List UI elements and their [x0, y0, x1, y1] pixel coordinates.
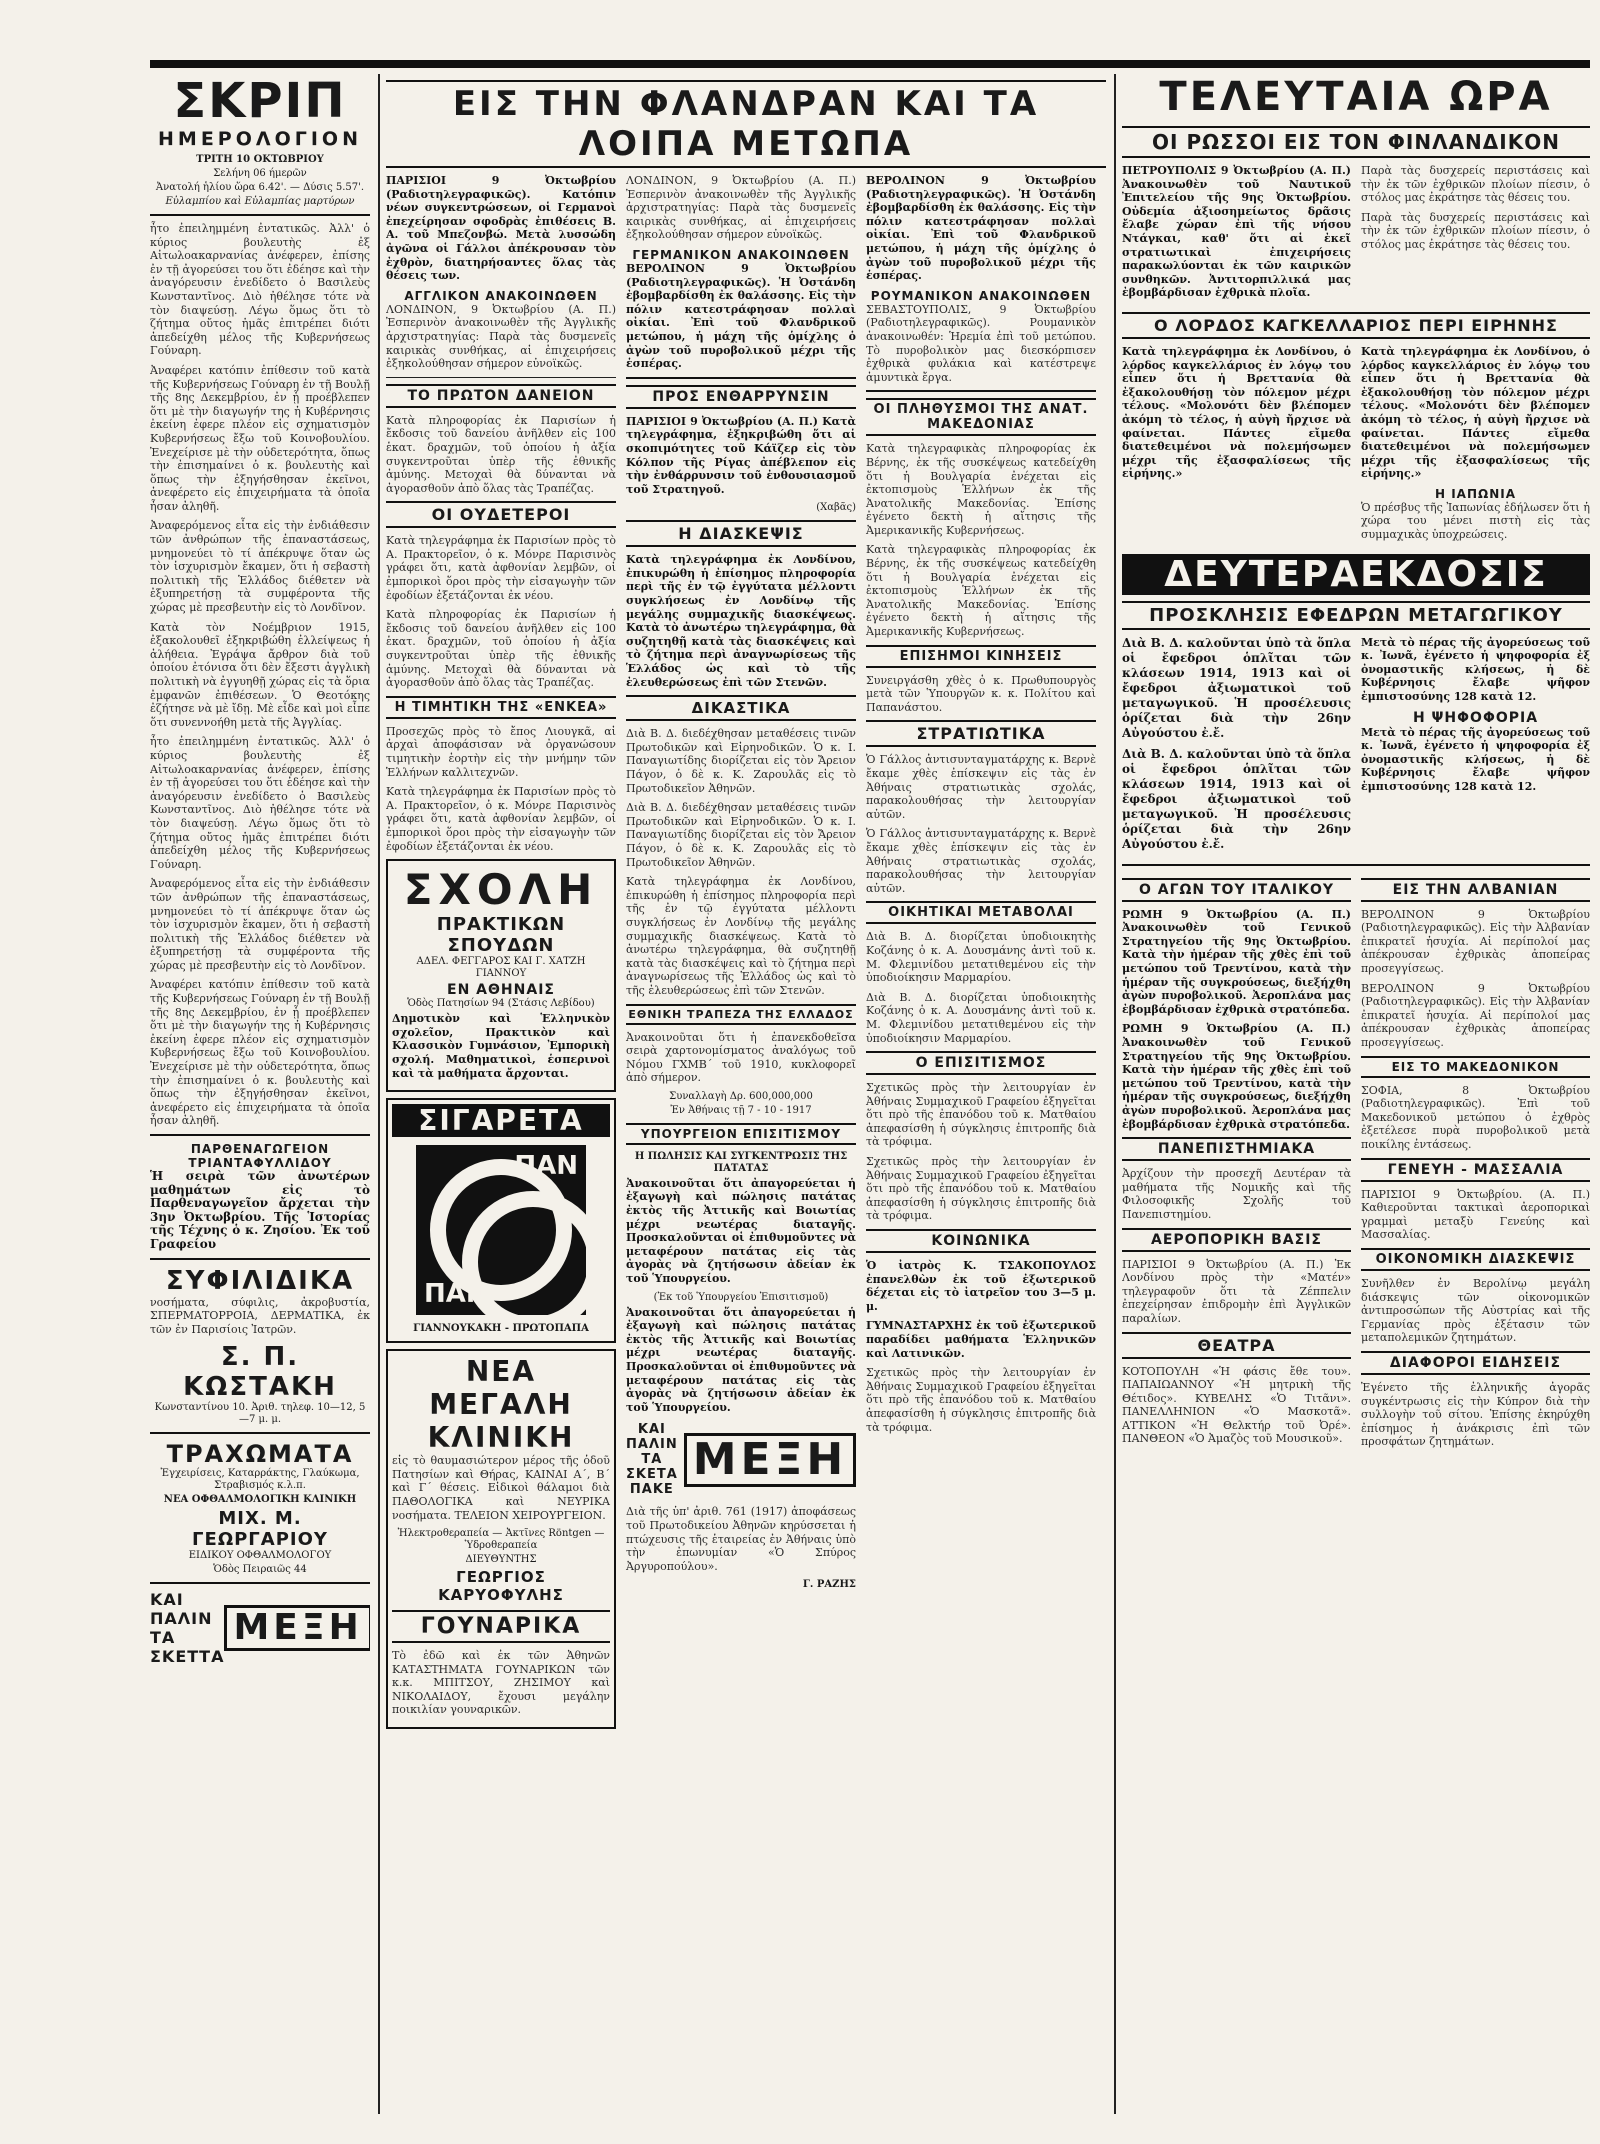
article-paragraph: Διὰ Β. Δ. διορίζεται ὑποδιοικητὴς Κοζάνης ὁ κ. Α. Δουσμάνης ἀντὶ τοῦ κ. Μ. Φλεμινίδου μετατιθεμένου εἰς τὴν ὑποδιοίκησιν Μαρμαρίου.: [866, 990, 1096, 1045]
right-grid: [1122, 872, 1590, 1455]
ad-director-label: ΔΙΕΥΘΥΝΤΗΣ: [465, 1554, 537, 1566]
ad-title: ΣΧΟΛΗ: [403, 865, 599, 915]
article-paragraph: Παρὰ τὰς δυσχερείς περιστάσεις καὶ τὴν ἐκ τῶν ἐχθρικῶν πλοίων πίεσιν, ὁ στόλος μας ἐκράτησε τὰς θέσεις του.: [1361, 164, 1590, 205]
right-grid: [1122, 164, 1590, 306]
article-paragraph: ΡΩΜΗ 9 Ὀκτωβρίου (Α. Π.) Ἀνακοινωθὲν τοῦ Γενικοῦ Στρατηγείου τῆς 9ης Ὀκτωβρίου. Κατὰ τὴν ἡμέραν τῆς χθὲς ἐπὶ τοῦ μετώπου τοῦ Τρεντίνου, κατὰ τὴν ἡμέραν τῆς συγκρούσεως, διεξήχθη ἀγὼν πυροβολικοῦ. Ἀεροπλάνα μας ἐβομβάρδισαν ἐχθρικὰ στρατόπεδα.: [1122, 907, 1351, 1016]
article-paragraph: Διὰ Β. Δ. διορίζεται ὑποδιοικητὴς Κοζάνης ὁ κ. Α. Δουσμάνης ἀντὶ τοῦ κ. Μ. Φλεμινίδου μετατιθεμένου εἰς τὴν ὑποδιοίκησιν Μαρμαρίου.: [866, 930, 1096, 985]
section-heading: ΕΠΙΣΗΜΟΙ ΚΙΝΗΣΕΙΣ: [866, 645, 1096, 668]
ad-doctor: ΜΙΧ. Μ. ΓΕΩΡΓΑΡΙΟΥ: [192, 1508, 328, 1551]
article-paragraph: Μετὰ τὸ πέρας τῆς ἀγορεύσεως τοῦ κ. Ἰωνᾶ, ἐγένετο ἡ ψηφοφορία ἐξ ὀνομαστικῆς κλήσεως, ἡ δὲ Κυβέρνησις ἔλαβε ψῆφον ἐμπιστοσύνης 128 κατὰ 12.: [1361, 725, 1590, 793]
ad-name: Σ. Π. ΚΩΣΤΑΚΗ: [183, 1342, 337, 1403]
article-paragraph: Κατὰ τηλεγράφημα ἐκ Λονδίνου, ὁ λόρδος καγκελλάριος ἐν λόγῳ του εἶπεν ὅτι ἡ Βρεττανία θὰ ἐξακολουθήσῃ τὸν πόλεμον μέχρι τέλους. «Μολονότι δὲν βλέπομεν ἀκόμη τὸ τέλος, ἡ αὐγὴ ἤρχισε νὰ φαίνεται. Πάντες εἴμεθα διατεθειμένοι νὰ πολεμήσωμεν μέχρι τῆς ἐξασφαλίσεως τῆς εἰρήνης.»: [1361, 344, 1590, 481]
article-paragraph: ΚΟΤΟΠΟΥΛΗ «Ἡ φάσις ἔθε του». ΠΑΠΑΙΩΑΝΝΟΥ «Ἡ μητρικὴ τῆς Θέτιδος». ΚΥΒΕΛΗΣ «Ὁ Τιτᾶνι». ΠΑΝΕΛΛΗΝΙΟΝ «Ὁ Μασκοτᾶ». ΑΤΤΙΚΟΝ «Ἡ Θελκτήρ τοῦ Ὀρέ». ΠΑΝΘΕΟΝ «Ὁ Ἀμαζὸς τοῦ Μουσικοῦ».: [1122, 1364, 1351, 1446]
subcolumn: [1361, 636, 1590, 858]
article-paragraph: ΒΕΡΟΛΙΝΟΝ 9 Ὀκτωβρίου (Ραδιοτηλεγραφικῶς). Ἡ Ὀστάνδη ἐβομβαρδίσθη ἐκ θαλάσσης. Εἰς τὴν πόλιν κατεστράφησαν πολλαὶ οἰκίαι. Ἐπὶ τοῦ Φλανδρικοῦ μετώπου, ἡ μάχη τῆς ὁμίχλης ὁ ἀγὼν τοῦ πυροβολικοῦ μέχρι τῆς ἑσπέρας.: [626, 261, 856, 371]
article-paragraph: Σχετικῶς πρὸς τὴν λειτουργίαν ἐν Ἀθήναις Συμμαχικοῦ Γραφείου ἐξηγεῖται ὅτι πρὸ τῆς ἐπανόδου τοῦ κ. Ματθαίου ἀπεφασίσθη ἡ σύγκλησις ἐπιτροπῆς διὰ τὰ τρόφιμα.: [866, 1081, 1096, 1149]
article-paragraph: ΛΟΝΔΙΝΟΝ, 9 Ὀκτωβρίου (Α. Π.) Ἐσπερινὸν ἀνακοινωθὲν τῆς Ἀγγλικῆς ἀρχιστρατηγίας: Παρὰ τὰς δυσμενεῖς καιρικὰς συνθήκας, αἱ ἐπιχειρήσεις ἐξηκολούθησαν σήμερον εὐνοϊκῶς.: [626, 174, 856, 242]
article-lead: ΠΑΡΙΣΙΟΙ 9 Ὀκτωβρίου (Ραδιοτηλεγραφικῶς). Κατόπιν νέων συγκεντρώσεων, οἱ Γερμανοὶ ἐπεχείρησαν σφοδρὰς ἐπιθέσεις Β. Α. τοῦ Μπεζονβώ. Μετὰ λυσσώδη ἀγῶνα οἱ Γάλλοι ἀπέκρουσαν τὸν ἐχθρὸν, διατηρήσαντες ὅλας τὰς θέσεις των.: [386, 174, 616, 283]
column-separator: [1114, 74, 1116, 2114]
almanac-line: Ἀνατολή ἡλίου ὥρα 6.42'. — Δύσις 5.57'.: [155, 182, 365, 193]
second-edition-banner: ΔΕΥΤΕΡΑΕΚΔΟΣΙΣ: [1122, 554, 1590, 595]
section-heading: ΣΤΡΑΤΙΩΤΙΚΑ: [866, 720, 1096, 747]
ad-title: ΤΡΑΧΩΜΑΤΑ: [166, 1440, 354, 1469]
article-paragraph: Κατὰ τηλεγράφημα ἐκ Λονδίνου, ἐπικυρώθη ἡ ἐπίσημος πληροφορία περὶ τῆς ἐν τῷ ἐγγύτατα μέλλοντι συγκλήσεως ἐν Λονδίνῳ τῆς μεγάλης συμμαχικῆς διασκέψεως. Κατὰ τὸ ἀνωτέρω τηλεγράφημα, θὰ συζητηθῇ κατὰ τὰς διασκέψεις καὶ τὸ ζήτημα περὶ ἀναγνωρίσεως τῆς Ἑλλάδος ὡς καὶ τὸ τῆς ἐλευθερώσεως ἐπὶ τῶν Στενῶν.: [626, 875, 856, 997]
column-right: [1122, 74, 1590, 2114]
ad-school: [386, 859, 616, 1092]
subcolumn: [1361, 164, 1590, 306]
subcolumn: [626, 174, 856, 1735]
ad-maker: ΓΙΑΝΝΟΥΚΑΚΗ - ΠΡΩΤΟΠΑΠΑ: [413, 1323, 589, 1335]
article-paragraph: Ἀνακοινοῦται ὅτι ἀπαγορεύεται ἡ ἐξαγωγὴ καὶ πώλησις πατάτας ἐκτὸς τῆς Ἀττικῆς καὶ Βοιωτίας μέχρι νεωτέρας διαταγῆς. Προσκαλοῦνται οἱ ἐπιθυμοῦντες νὰ μεταφέρουν πατάτας εἰς τὰς ἀγορὰς νὰ ζητήσωσιν ἀδείαν ἐκ τοῦ Ὑπουργείου.: [626, 1305, 856, 1414]
section-heading: Η ΤΙΜΗΤΙΚΗ ΤΗΣ «ΕΝΚΕΑ»: [386, 696, 616, 719]
article-paragraph: Προσεχῶς πρὸς τὸ ἔπος Λιουγκᾶ, αἱ ἀρχαὶ ἀποφάσισαν νὰ ὀργανώσουν τιμητικὴν ἑορτὴν εἰς τὴν μνήμην τῶν Ἑλλήνων καλλιτεχνῶν.: [386, 724, 616, 779]
article-paragraph: Διὰ τῆς ὑπ' ἀριθ. 761 (1917) ἀποφάσεως τοῦ Πρωτοδικείου Ἀθηνῶν κηρύσσεται ἡ πτώχευσις τῆς ἑταιρείας ἐν Ἀθήναις ὑπὸ τὴν ἐπωνυμίαν «Ὁ Σπύρος Ἀργυροπούλου».: [626, 1505, 856, 1573]
article-paragraph: Ἐγένετο τῆς ἐλληνικῆς ἀγορᾶς συγκέντρωσις εἰς τὴν Κύπρον διὰ τὴν συλλογὴν τοῦ σίτου. Ἐπίσης ἐκηρύχθη ἐπίσημος ἡ ἀνάκρισις ἐπὶ τῶν προσφάτων ζητημάτων.: [1361, 1380, 1590, 1449]
ad-text: Ἡ σειρὰ τῶν ἀνωτέρων μαθημάτων εἰς τὸ Παρθεναγωγεῖον ἄρχεται τὴν 3ην Ὀκτωβρίου. Τῆς Ἱστορίας τῆς Τέχνης ὁ κ. Ζησίου. Ἐκ τοῦ Γραφείου: [150, 1169, 370, 1251]
section-heading: Ο ΑΓΩΝ ΤΟΥ ΙΤΑΛΙΚΟΥ: [1122, 878, 1351, 902]
ad-address: Ὁδὸς Πατησίων 94 (Στάσις Λεβίδου): [407, 998, 595, 1010]
section-subheading: Η ΠΩΛΗΣΙΣ ΚΑΙ ΣΥΓΚΕΝΤΡΩΣΙΣ ΤΗΣ ΠΑΤΑΤΑΣ: [634, 1150, 848, 1174]
section-heading: ΚΟΙΝΩΝΙΚΑ: [866, 1229, 1096, 1253]
article-paragraph: Διὰ Β. Δ. διεδέχθησαν μεταθέσεις τινῶν Πρωτοδικῶν καὶ Εἰρηνοδικῶν. Ὁ κ. Ι. Παναγιωτίδης διορίζεται εἰς τὸν Ἄρειον Πάγον, ὁ δὲ κ. Κ. Ζαρουλᾶς εἰς τὸ Πρωτοδικεῖον Ἀθηνῶν.: [626, 727, 856, 795]
article-paragraph: ΠΕΤΡΟΥΠΟΛΙΣ 9 Ὀκτωβρίου (Α. Π.) Ἀνακοινωθὲν τοῦ Ναυτικοῦ Ἐπιτελείου τῆς 9ης Ὀκτωβρίου. Οὐδεμία ἀξιοσημείωτος δρᾶσις ἔλαβε χώραν ἐπὶ τῆς νήσου Ντάγκαι, καθ' ὅτι αἱ ἐκεῖ στρατιωτικαὶ ἐπιχειρήσεις παρακωλύονται ἐκ τῶν καιρικῶν συνθηκῶν. Ἀντιτορπιλλικά μας ἐβομβάρδισαν ἐχθρικὰ πλοῖα.: [1122, 164, 1351, 300]
section-heading: ΠΡΟΣ ΕΝΘΑΡΡΥΝΣΙΝ: [626, 385, 856, 409]
top-rule: [150, 60, 1590, 68]
subcolumn: [1122, 345, 1351, 548]
ad-brand: ΜΕΞΗ: [684, 1433, 856, 1487]
article-paragraph: ΒΕΡΟΛΙΝΟΝ 9 Ὀκτωβρίου (Ραδιοτηλεγραφικῶς). Ἡ Ὀστάνδη ἐβομβαρδίσθη ἐκ θαλάσσης. Εἰς τὴν πόλιν κατεστράφησαν πολλαὶ οἰκίαι. Ἐπὶ τοῦ Φλανδρικοῦ μετώπου, ἡ μάχη τῆς ὁμίχλης ὁ ἀγὼν τοῦ πυροβολικοῦ μέχρι τῆς ἑσπέρας.: [866, 174, 1096, 283]
bank-amount: Συναλλαγὴ Δρ. 600,000,000: [669, 1090, 813, 1102]
article-paragraph: ΡΩΜΗ 9 Ὀκτωβρίου (Α. Π.) Ἀνακοινωθὲν τοῦ Γενικοῦ Στρατηγείου τῆς 9ης Ὀκτωβρίου. Κατὰ τὴν ἡμέραν τῆς χθὲς ἐπὶ τοῦ μετώπου τοῦ Τρεντίνου, κατὰ τὴν ἡμέραν τῆς συγκρούσεως, διεξήχθη ἀγὼν πυροβολικοῦ. Ἀεροπλάνα μας ἐβομβάρδισαν ἐχθρικὰ στρατόπεδα.: [1122, 1022, 1351, 1131]
section-heading: ΓΕΝΕΥΗ - ΜΑΣΣΑΛΙΑ: [1361, 1158, 1590, 1182]
article-paragraph: ΒΕΡΟΛΙΝΟΝ 9 Ὀκτωβρίου (Ραδιοτηλεγραφικῶς). Εἰς τὴν Ἀλβανίαν ἐπικρατεῖ ἡσυχία. Αἱ περίπολοί μας ἀπέκρουσαν ἐχθρικὰς ἀποπείρας προσεγγίσεως.: [1361, 907, 1590, 976]
article-paragraph: Ἀναφερόμενος εἶτα εἰς τὴν ἐνδιάθεσιν τῶν ἀνθρώπων τῆς ἐπαναστάσεως, μνημονεύει τὸ τί ἀπέκρυψε ὅταν ὡς τὸν ἰσχυρισμὸν ἔκαμεν, ὅτι ἡ σεβαστὴ πολιτικὴ τῆς Ἑλλάδος διέθετεν νὰ ἐξυπηρετήσῃ τὰ συμφέροντα τῆς χώρας μὲ πρεσβευτὴν εἰς τὸ Λονδῖνον.: [150, 519, 370, 615]
article-paragraph: ΣΕΒΑΣΤΟΥΠΟΛΙΣ, 9 Ὀκτωβρίου (Ραδιοτηλεγραφικῶς). Ρουμανικὸν ἀνακοινωθέν: Ἡρεμία ἐπὶ τοῦ μετώπου. Τὸ πυροβολικὸν μας διεσκόρπισεν ἐχθρικὰ φυλάκια καὶ κατέστρεψε ἀμυντικὰ ἔργα.: [866, 302, 1096, 384]
article-paragraph: ΣΟΦΙΑ, 8 Ὀκτωβρίου (Ραδιοτηλεγραφικῶς). Ἐπὶ τοῦ Μακεδονικοῦ μετώπου ὁ ἐχθρὸς ἐξετέλεσε πυρὰ πυροβολικοῦ μετὰ ποικίλης ἐντάσεως.: [1361, 1083, 1590, 1151]
article-paragraph: ἦτο ἐπειλημμένη ἐντατικῶς. Ἀλλ' ὁ κύριος βουλευτὴς ἐξ Αἰτωλοακαρνανίας ἀνέφερεν, ἐπίσης ἐν τῇ ἀγορεύσει του ὅτι ἐδέησε καὶ τὴν ἀναγόρευσιν ἐνεδίδετο ὁ Βασιλεὺς Κωνσταντῖνος. Διὸ ἠθέλησε τότε νὰ τὸν διαψεύσῃ. Λέγω ὅμως ὅτι τὸ ζήτημα οὔτος ἡμᾶς ἐπιτρέπει διότι ἀπεδείχθη μέλος τῆς Κυβερνήσεως Γούναρη.: [150, 222, 370, 358]
article-paragraph: Ἀναφερόμενος εἶτα εἰς τὴν ἐνδιάθεσιν τῶν ἀνθρώπων τῆς ἐπαναστάσεως, μνημονεύει τὸ τί ἀπέκρυψε ὅταν ὡς τὸν ἰσχυρισμὸν ἔκαμεν, ὅτι ἡ σεβαστὴ πολιτικὴ τῆς Ἑλλάδος διέθετεν νὰ ἐξυπηρετήσῃ τὰ συμφέροντα τῆς χώρας μὲ πρεσβευτὴν εἰς τὸ Λονδῖνον.: [150, 877, 370, 972]
ad-subtitle: ΠΡΑΚΤΙΚΩΝ ΣΠΟΥΔΩΝ: [436, 914, 566, 957]
subcolumn: [1122, 164, 1351, 306]
logo-text: ΠΑΝ: [514, 1151, 578, 1182]
article-paragraph: Ἀναφέρει κατόπιν ἐπίθεσιν τοῦ κατὰ τῆς Κυβερνήσεως Γούναρη ἐν τῇ Βουλῇ τῆς 8ης Δεκεμβρίου, ἐν ᾗ προέβλεπεν ὅτι μὲ τὴν διαγωγήν της ἡ Κυβέρνησις ἐκείνη ἐφερε πλέον εἰς σχηματισμὸν Κυβερνήσεως ἔξω τοῦ Κοινοβουλίου. Ἐνεχείρισε μὲ τὴν οὐδετερότητα, ὅπως τὴν ἐπισημαίνει ὁ κ. βουλευτὴς καὶ ὅπως τὴν ἐξηγήσθησαν ἐκεῖνοι, ἀνεφέρετο εἰς ἐπιχειρήματα τὰ ὁποῖα ἦσαν ἀληθῆ.: [150, 978, 370, 1128]
article-paragraph: ἦτο ἐπειλημμένη ἐντατικῶς. Ἀλλ' ὁ κύριος βουλευτὴς ἐξ Αἰτωλοακαρνανίας ἀνέφερεν, ἐπίσης ἐν τῇ ἀγορεύσει του ὅτι ἐδέησε καὶ τὴν ἀναγόρευσιν ἐνεδίδετο ὁ Βασιλεὺς Κωνσταντῖνος. Διὸ ἠθέλησε τότε νὰ τὸν διαψεύσῃ. Λέγω ὅμως ὅτι τὸ ζήτημα οὔτος ἡμᾶς ἐπιτρέπει διότι ἀπεδείχθη μέλος τῆς Κυβερνήσεως Γούναρη.: [150, 735, 370, 871]
article-paragraph: Κατὰ πληροφορίας ἐκ Παρισίων ἡ ἔκδοσις τοῦ δανείου ἀνῆλθεν εἰς 100 ἑκατ. δραχμῶν, τοῦ ὁποίου ἡ ἀξία συγκεντροῦται ὑπὲρ τῆς ἐθνικῆς ἀμύνης. Μετοχαὶ θὰ δύνανται νὰ ἀγορασθοῦν ἀπὸ ὅλας τὰς Τραπέζας.: [386, 413, 616, 495]
ad-owner: ΑΔΕΛ. ΦΕΓΓΑΡΟΣ ΚΑΙ Γ. ΧΑΤΖΗ ΓΙΑΝΝΟΥ: [416, 956, 586, 980]
ad-title: ΝΕΑ ΜΕΓΑΛΗ ΚΛΙΝΙΚΗ: [427, 1355, 575, 1455]
article-paragraph: ΠΑΡΙΣΙΟΙ 9 Ὀκτωβρίου (Α. Π.) Ἐκ Λονδίνου πρὸς τὴν «Ματέν» τηλεγραφοῦν ὅτι τὰ Ζέππελιν ἐπεχείρησαν ἐπιδρομὴν ἐπὶ Ἀγγλικῶν παραλίων.: [1122, 1257, 1351, 1325]
ad-specialty: ΕΙΔΙΚΟΥ ΟΦΘΑΛΜΟΛΟΓΟΥ: [188, 1550, 332, 1562]
ad-address: Κωνσταντίνου 10. Ἀριθ. τηλεφ. 10—12, 5—7 μ. μ.: [154, 1402, 366, 1426]
article-paragraph: Κατὰ τηλεγράφημα ἐκ Λονδίνου, ἐπικυρώθη ἡ ἐπίσημος πληροφορία περὶ τῆς ἐν τῷ ἐγγύτατα μέλλοντι συγκλήσεως ἐν Λονδίνῳ τῆς μεγάλης συμμαχικῆς διασκέψεως. Κατὰ τὸ ἀνωτέρω τηλεγράφημα, θὰ συζητηθῇ κατὰ τὰς διασκέψεις καὶ τὸ ζήτημα περὶ ἀναγνωρίσεως τῆς Ἑλλάδος ὡς καὶ τὸ τῆς ἐλευθερώσεως ἐπὶ τῶν Στενῶν.: [626, 553, 856, 689]
section-heading: Η ΨΗΦΟΦΟΡΙΑ: [1412, 709, 1539, 726]
ad-city: ΕΝ ΑΘΗΝΑΙΣ: [447, 982, 555, 999]
ad-title: ΣΥΦΙΛΙΔΙΚΑ: [165, 1265, 355, 1296]
section-heading: ΑΓΓΛΙΚΟΝ ΑΝΑΚΟΙΝΩΘΕΝ: [404, 288, 598, 303]
signature: (Χαβᾶς): [816, 502, 856, 514]
article-paragraph: ΠΑΡΙΣΙΟΙ 9 Ὀκτωβρίου (Α. Π.) Κατὰ τηλεγράφημα, ἐξηκριβώθη ὅτι αἱ σκοπιμότητες τοῦ Κάϊζερ εἰς τὸν Κόλπον τῆς Ρίγας ἀπέβλεπον εἰς τὴν ἐνθάρρυνσιν τοῦ ἐνθουσιασμοῦ τοῦ Στρατηγοῦ.: [626, 414, 856, 496]
section-heading: Ο ΕΠΙΣΙΤΙΣΜΟΣ: [866, 1051, 1096, 1075]
article-paragraph: Κατὰ τηλεγράφημα ἐκ Παρισίων πρὸς τὸ Α. Πρακτορεῖον, ὁ κ. Μόνρε Παρισινὸς γράφει ὅτι, κατὰ ἀφθονίαν λεμβῶν, οἱ ἐμπορικοὶ ὅροι πρὸς τὴν εἰσαγωγὴν τῶν ἐφοδίων ἐξετάζονται ἐκ νέου.: [386, 534, 616, 602]
section-heading: ΟΙ ΠΛΗΘΥΣΜΟΙ ΤΗΣ ΑΝΑΤ. ΜΑΚΕΔΟΝΙΑΣ: [866, 398, 1096, 436]
right-title: ΤΕΛΕΥΤΑΙΑ ΩΡΑ: [1159, 74, 1553, 120]
article-paragraph: Ἀνακοινοῦται ὅτι ἀπαγορεύεται ἡ ἐξαγωγὴ καὶ πώλησις πατάτας ἐκτὸς τῆς Ἀττικῆς καὶ Βοιωτίας μέχρι νεωτέρας διαταγῆς. Προσκαλοῦνται οἱ ἐπιθυμοῦντες νὰ μεταφέρουν πατάτας εἰς τὰς ἀγορὰς νὰ ζητήσωσιν ἀδείαν ἐκ τοῦ Ὑπουργείου.: [626, 1176, 856, 1286]
ad-text: Δημοτικὸν καὶ Ἑλληνικὸν σχολεῖον, Πρακτικὸν καὶ Κλασσικὸν Γυμνάσιον, Ἐμπορικὴ σχολή. Μαθηματικοὶ, ἑσπερινοὶ καὶ τὰ μαθήματα ἄρχονται.: [392, 1012, 610, 1080]
almanac-line: Εὐλαμπίου καὶ Εὐλαμπίας μαρτύρων: [165, 196, 355, 207]
ad-text: ΚΑΙ ΠΑΛΙΝ ΤΑ ΣΚΕΤΑ ΠΑΚΕ: [626, 1422, 678, 1498]
ad-title: ΣΙΓΑΡΕΤΑ: [392, 1104, 610, 1137]
section-heading: ΟΙ ΡΩΣΣΟΙ ΕΙΣ ΤΟΝ ΦΙΝΛΑΝΔΙΚΟΝ: [1122, 126, 1590, 158]
column-left: [150, 74, 370, 2114]
ad-title: ΠΑΡΘΕΝΑΓΩΓΕΙΟΝ ΤΡΙΑΝΤΑΦΥΛΛΙΔΟΥ: [188, 1142, 332, 1170]
ad-text: ΚΑΙ ΠΑΛΙΝ ΤΑ ΣΚΕΤΤΑ: [150, 1590, 225, 1667]
ad-text: Ἐγχειρίσεις, Καταρράκτης, Γλαύκωμα, Στραβισμός κ.λ.π.: [160, 1468, 360, 1492]
divider: [150, 1134, 370, 1136]
article-paragraph: Συνῆλθεν ἐν Βερολίνῳ μεγάλη διάσκεψις τῶν οἰκονομικῶν ἀντιπροσώπων τῆς Αὐστρίας καὶ τῆς Γερμανίας πρὸς ἐξέτασιν τῶν μεταπολεμικῶν ζητημάτων.: [1361, 1276, 1590, 1345]
ad-meksi: [626, 1422, 856, 1497]
signature: (Ἐκ τοῦ Ὑπουργείου Ἐπισιτισμοῦ): [653, 1291, 829, 1303]
divider: [386, 377, 616, 378]
almanac-line: Σελήνη 06 ήμερῶν: [213, 168, 307, 179]
section-heading: ΥΠΟΥΡΓΕΙΟΝ ΕΠΙΣΙΤΙΣΜΟΥ: [626, 1123, 856, 1145]
ad-title: ΓΟΥΝΑΡΙΚΑ: [392, 1610, 610, 1643]
ad-clinic: ΝΕΑ ΟΦΘΑΛΜΟΛΟΓΙΚΗ ΚΛΙΝΙΚΗ: [163, 1494, 357, 1506]
column-separator: [378, 74, 380, 2114]
article-paragraph: Διὰ Β. Δ. καλοῦνται ὑπὸ τὰ ὅπλα οἱ ἔφεδροι ὁπλῖται τῶν κλάσεων 1914, 1913 καὶ οἱ ἔφεδροι ἀξιωματικοὶ τοῦ μεταγωγικοῦ. Ἡ προσέλευσις ὁρίζεται διὰ τὴν 26ην Αὐγούστου ἐ.ἔ.: [1122, 635, 1351, 740]
article-paragraph: Ὁ ἰατρὸς Κ. ΤΣΑΚΟΠΟΥΛΟΣ ἐπανελθὼν ἐκ τοῦ ἐξωτερικοῦ δέχεται εἰς τὸ ἰατρεῖον του 3—5 μ. μ.: [866, 1259, 1096, 1313]
ad-director: ΓΕΩΡΓΙΟΣ ΚΑΡΥΟΦΥΛΗΣ: [438, 1568, 564, 1605]
divider: [150, 214, 370, 216]
section-heading: ΠΡΟΣΚΛΗΣΙΣ ΕΦΕΔΡΩΝ ΜΕΤΑΓΩΓΙΚΟΥ: [1122, 601, 1590, 630]
article-paragraph: Ἀνακοινοῦται ὅτι ἡ ἐπανεκδοθεῖσα σειρὰ χαρτονομίσματος ἀναλόγως τοῦ Νόμου ΓΧΜΒ΄ τοῦ 1910, κυκλοφορεῖ ἀπὸ σήμερον.: [626, 1030, 856, 1085]
subcolumn: [386, 174, 616, 1735]
article-paragraph: Παρὰ τὰς δυσχερείς περιστάσεις καὶ τὴν ἐκ τῶν ἐχθρικῶν πλοίων πίεσιν, ὁ στόλος μας ἐκράτησε τὰς θέσεις του.: [1361, 210, 1590, 251]
article-paragraph: Ἀρχίζουν τὴν προσεχῆ Δευτέραν τὰ μαθήματα τῆς Νομικῆς καὶ τῆς Φιλοσοφικῆς Σχολῆς τοῦ Πανεπιστημίου.: [1122, 1167, 1351, 1221]
section-heading: ΔΙΚΑΣΤΙΚΑ: [626, 695, 856, 721]
ad-text: Τὸ ἐδῶ καὶ ἐκ τῶν Ἀθηνῶν ΚΑΤΑΣΤΗΜΑΤΑ ΓΟΥΝΑΡΙΚΩΝ τῶν κ.κ. ΜΠΙΤΣΟΥ, ΖΗΣΙΜΟΥ καὶ ΝΙΚΟΛΑΙΔΟΥ, ἔχουσι μεγάλην ποικιλίαν γουναρικῶν.: [392, 1649, 610, 1717]
article-paragraph: Ὁ πρέσβυς τῆς Ἰαπωνίας ἐδήλωσεν ὅτι ἡ χώρα του μένει πιστὴ εἰς τὰς συμμαχικὰς ὑποχρεώσεις.: [1361, 500, 1590, 542]
article-paragraph: Κατὰ τὸν Νοέμβριον 1915, ἐξακολουθεῖ ἐξηκριβώθη ἐλλείψεως ἡ ἀλήθεια. Ἐγράψα ἄρθρον διὰ τοῦ ὁποίου ἐτόνισα ὅτι δὲν ἔξεστι ἀγγλικὴ πολιτικὴ νὰ ἐγγυηθῇ χώρας εἰς τὰ ὅρια ἐμφανῶν ἐπιθέσεων. Ὁ Θεοτόκης ἐζήτησε νὰ μὲ ἴδῃ. Μὲ εἶδε καὶ μοὶ εἶπε ὅτι συνεννοήθη μετὰ τῆς Ἀγγλίας.: [150, 620, 370, 729]
section-heading: ΘΕΑΤΡΑ: [1122, 1332, 1351, 1359]
divider: [150, 1432, 370, 1434]
section-heading: ΟΙΚΗΤΙΚΑΙ ΜΕΤΑΒΟΛΑΙ: [866, 901, 1096, 924]
article-paragraph: Σχετικῶς πρὸς τὴν λειτουργίαν ἐν Ἀθήναις Συμμαχικοῦ Γραφείου ἐξηγεῖται ὅτι πρὸ τῆς ἐπανόδου τοῦ κ. Ματθαίου ἀπεφασίσθη ἡ σύγκλησις ἐπιτροπῆς διὰ τὰ τρόφιμα.: [866, 1366, 1096, 1434]
article-paragraph: Ὁ Γάλλος ἀντισυνταγματάρχης κ. Βερνὲ ἔκαμε χθὲς ἐπίσκεψιν εἰς τὰς ἐν Ἀθήναις στρατιωτικὰς σχολάς, παρακολουθήσας τὴν λειτουργίαν αὐτῶν.: [866, 827, 1096, 895]
logo-text: ΠΑΝ: [424, 1279, 488, 1310]
section-heading: ΕΘΝΙΚΗ ΤΡΑΠΕΖΑ ΤΗΣ ΕΛΛΑΔΟΣ: [626, 1004, 856, 1025]
section-heading: ΓΕΡΜΑΝΙΚΟΝ ΑΝΑΚΟΙΝΩΘΕΝ: [632, 247, 850, 262]
section-heading: ΟΙ ΟΥΔΕΤΕΡΟΙ: [386, 501, 616, 528]
article-paragraph: Ὁ Γάλλος ἀντισυνταγματάρχης κ. Βερνὲ ἔκαμε χθὲς ἐπίσκεψιν εἰς τὰς ἐν Ἀθήναις στρατιωτικὰς σχολάς, παρακολουθήσας τὴν λειτουργίαν αὐτῶν.: [866, 753, 1096, 821]
section-heading: ΕΙΣ ΤΟ ΜΑΚΕΔΟΝΙΚΟΝ: [1361, 1056, 1590, 1078]
divider: [866, 390, 1096, 392]
signature: Γ. ΡΑΖΗΣ: [802, 1579, 856, 1591]
ad-brand: ΜΕΞΗ: [224, 1605, 370, 1651]
section-heading: ΔΙΑΦΟΡΟΙ ΕΙΔΗΣΕΙΣ: [1361, 1351, 1590, 1375]
section-heading: ΤΟ ΠΡΩΤΟΝ ΔΑΝΕΙΟΝ: [386, 384, 616, 408]
article-paragraph: Διὰ Β. Δ. καλοῦνται ὑπὸ τὰ ὅπλα οἱ ἔφεδροι ὁπλῖται τῶν κλάσεων 1914, 1913 καὶ οἱ ἔφεδροι ἀξιωματικοὶ τοῦ μεταγωγικοῦ. Ἡ προσέλευσις ὁρίζεται διὰ τὴν 26ην Αὐγούστου ἐ.ἔ.: [1122, 746, 1351, 851]
article-paragraph: Διὰ Β. Δ. διεδέχθησαν μεταθέσεις τινῶν Πρωτοδικῶν καὶ Εἰρηνοδικῶν. Ὁ κ. Ι. Παναγιωτίδης διορίζεται εἰς τὸν Ἄρειον Πάγον, ὁ δὲ κ. Κ. Ζαρουλᾶς εἰς τὸ Πρωτοδικεῖον Ἀθηνῶν.: [626, 801, 856, 869]
column-center: [386, 74, 1106, 2114]
subcolumn: [866, 174, 1096, 1735]
section-heading: Η ΔΙΑΣΚΕΨΙΣ: [626, 520, 856, 547]
divider: [150, 1258, 370, 1260]
article-paragraph: Κατὰ τηλεγράφημα ἐκ Λονδίνου, ὁ λόρδος καγκελλάριος ἐν λόγῳ του εἶπεν ὅτι ἡ Βρεττανία θὰ ἐξακολουθήσῃ τὸν πόλεμον μέχρι τέλους. «Μολονότι δὲν βλέπομεν ἀκόμη τὸ τέλος, ἡ αὐγὴ ἤρχισε νὰ φαίνεται. Πάντες εἴμεθα διατεθειμένοι νὰ πολεμήσωμεν μέχρι τῆς ἐξασφαλίσεως τῆς εἰρήνης.»: [1122, 344, 1351, 481]
article-paragraph: Συνειργάσθη χθὲς ὁ κ. Πρωθυπουργὸς μετὰ τῶν Ὑπουργῶν κ. κ. Πολίτου καὶ Παπανάστου.: [866, 673, 1096, 714]
article-paragraph: ΛΟΝΔΙΝΟΝ, 9 Ὀκτωβρίου (Α. Π.) Ἐσπερινὸν ἀνακοινωθὲν τῆς Ἀγγλικῆς ἀρχιστρατηγίας: Παρὰ τὰς δυσμενεῖς καιρικὰς συνθήκας, αἱ ἐπιχειρήσεις ἐξηκολούθησαν σήμερον εὐνοϊκῶς.: [386, 302, 616, 371]
section-heading: ΕΙΣ ΤΗΝ ΑΛΒΑΝΙΑΝ: [1361, 878, 1590, 902]
article-paragraph: Μετὰ τὸ πέρας τῆς ἀγορεύσεως τοῦ κ. Ἰωνᾶ, ἐγένετο ἡ ψηφοφορία ἐξ ὀνομαστικῆς κλήσεως, ἡ δὲ Κυβέρνησις ἔλαβε ψῆφον ἐμπιστοσύνης 128 κατὰ 12.: [1361, 635, 1590, 704]
article-paragraph: Ἀναφέρει κατόπιν ἐπίθεσιν τοῦ κατὰ τῆς Κυβερνήσεως Γούναρη ἐν τῇ Βουλῇ τῆς 8ης Δεκεμβρίου, ἐν ᾗ προέβλεπεν ὅτι μὲ τὴν διαγωγήν της ἡ Κυβέρνησις ἐκείνη ἐφερε πλέον εἰς σχηματισμὸν Κυβερνήσεως ἔξω τοῦ Κοινοβουλίου. Ἐνεχείρισε μὲ τὴν οὐδετερότητα, ὅπως τὴν ἐπισημαίνει ὁ κ. βουλευτὴς καὶ ὅπως τὴν ἐξηγήσθησαν ἐκεῖνοι, ἀνεφέρετο εἰς ἐπιχειρήματα τὰ ὁποῖα ἦσαν ἀληθῆ.: [150, 363, 370, 513]
ad-clinic: [386, 1349, 616, 1729]
main-headline: ΕΙΣ ΤΗΝ ΦΛΑΝΔΡΑΝ ΚΑΙ ΤΑ ΛΟΙΠΑ ΜΕΤΩΠΑ: [386, 80, 1106, 168]
subcolumn: [1122, 636, 1351, 858]
subcolumn: [1361, 872, 1590, 1455]
center-grid: [386, 174, 1106, 1735]
article-paragraph: ΓΥΜΝΑΣΤΑΡΧΗΣ ἐκ τοῦ ἐξωτερικοῦ παραδίδει μαθήματα Ἑλληνικῶν καὶ Λατινικῶν.: [866, 1319, 1096, 1360]
pan-logo-icon: [416, 1145, 586, 1315]
section-heading: Η ΙΑΠΩΝΙΑ: [1434, 486, 1516, 501]
divider: [626, 377, 856, 379]
ad-text: εἰς τὸ θαυμασιώτερον μέρος τῆς ὁδοῦ Πατησίων καὶ Θήρας, ΚΑΙΝΑΙ Α΄, Β΄ καὶ Γ΄ θέσεις. Εἰδικοὶ θάλαμοι διὰ ΠΑΘΟΛΟΓΙΚΑ καὶ ΝΕΥΡΙΚΑ νοσήματα. ΤΕΛΕΙΟΝ ΧΕΙΡΟΥΡΓΕΙΟΝ.: [392, 1454, 610, 1522]
article-paragraph: ΠΑΡΙΣΙΟΙ 9 Ὀκτωβρίου. (Α. Π.) Καθιεροῦνται τακτικαὶ ἀεροπορικαὶ γραμμαὶ μεταξὺ Γενεύης καὶ Μασσαλίας.: [1361, 1187, 1590, 1242]
ad-cigarettes: [386, 1098, 616, 1343]
article-paragraph: Κατὰ τηλεγράφημα ἐκ Παρισίων πρὸς τὸ Α. Πρακτορεῖον, ὁ κ. Μόνρε Παρισινὸς γράφει ὅτι, κατὰ ἀφθονίαν λεμβῶν, οἱ ἐμπορικοὶ ὅροι πρὸς τὴν εἰσαγωγὴν τῶν ἐφοδίων ἐξετάζονται ἐκ νέου.: [386, 785, 616, 853]
ad-text: νοσήματα, σύφιλις, ἀκροβυστία, ΣΠΕΡΜΑΤΟΡΡΟΙΑ, ΔΕΡΜΑΤΙΚΑ, ἐκ τῶν ἐν Παρισίοις Ἰατρῶν.: [150, 1295, 370, 1336]
subcolumn: [1122, 872, 1351, 1455]
masthead-section: ΗΜΕΡΟΛΟΓΙΟΝ: [158, 128, 362, 150]
article-paragraph: ΒΕΡΟΛΙΝΟΝ 9 Ὀκτωβρίου (Ραδιοτηλεγραφικῶς). Εἰς τὴν Ἀλβανίαν ἐπικρατεῖ ἡσυχία. Αἱ περίπολοί μας ἀπέκρουσαν ἐχθρικὰς ἀποπείρας προσεγγίσεως.: [1361, 981, 1590, 1049]
section-heading: ΡΟΥΜΑΝΙΚΟΝ ΑΝΑΚΟΙΝΩΘΕΝ: [870, 288, 1092, 303]
section-heading: ΟΙΚΟΝΟΜΙΚΗ ΔΙΑΣΚΕΨΙΣ: [1361, 1248, 1590, 1271]
divider: [150, 1582, 370, 1584]
divider: [1122, 864, 1590, 866]
masthead-name: ΣΚΡΙΠ: [173, 74, 347, 129]
right-grid: [1122, 636, 1590, 858]
article-paragraph: Κατὰ τηλεγραφικὰς πληροφορίας ἐκ Βέρνης, ἐκ τῆς συσκέψεως κατεδείχθη ὅτι ἡ Βουλγαρία ἐνέχεται εἰς ἐκτοπισμοὺς Ἑλλήνων ἐκ τῆς Ἀνατολικῆς Μακεδονίας. Ἐπίσης ἐγένετο δεκτὴ ἡ αἴτησις τῆς Ἀμερικανικῆς Κυβερνήσεως.: [866, 442, 1096, 537]
article-paragraph: Κατὰ πληροφορίας ἐκ Παρισίων ἡ ἔκδοσις τοῦ δανείου ἀνῆλθεν εἰς 100 ἑκατ. δραχμῶν, τοῦ ὁποίου ἡ ἀξία συγκεντροῦται ὑπὲρ τῆς ἐθνικῆς ἀμύνης. Μετοχαὶ θὰ δύνανται νὰ ἀγορασθοῦν ἀπὸ ὅλας τὰς Τραπέζας.: [386, 608, 616, 690]
subcolumn: [1361, 345, 1590, 548]
section-heading: Ο ΛΟΡΔΟΣ ΚΑΓΚΕΛΛΑΡΙΟΣ ΠΕΡΙ ΕΙΡΗΝΗΣ: [1122, 312, 1590, 339]
ad-extra: Ἠλεκτροθεραπεία — Ἀκτῖνες Röntgen — Ὑδροθεραπεία: [397, 1528, 605, 1552]
section-heading: ΠΑΝΕΠΙΣΤΗΜΙΑΚΑ: [1122, 1137, 1351, 1161]
masthead-date: ΤΡΙΤΗ 10 ΟΚΤΩΒΡΙΟΥ: [196, 154, 324, 165]
article-paragraph: Σχετικῶς πρὸς τὴν λειτουργίαν ἐν Ἀθήναις Συμμαχικοῦ Γραφείου ἐξηγεῖται ὅτι πρὸ τῆς ἐπανόδου τοῦ κ. Ματθαίου ἀπεφασίσθη ἡ σύγκλησις ἐπιτροπῆς διὰ τὰ τρόφιμα.: [866, 1155, 1096, 1223]
bank-date: Ἐν Ἀθήναις τῇ 7 - 10 - 1917: [670, 1104, 812, 1116]
article-paragraph: Κατὰ τηλεγραφικὰς πληροφορίας ἐκ Βέρνης, ἐκ τῆς συσκέψεως κατεδείχθη ὅτι ἡ Βουλγαρία ἐνέχεται εἰς ἐκτοπισμοὺς Ἑλλήνων ἐκ τῆς Ἀνατολικῆς Μακεδονίας. Ἐπίσης ἐγένετο δεκτὴ ἡ αἴτησις τῆς Ἀμερικανικῆς Κυβερνήσεως.: [866, 543, 1096, 639]
section-heading: ΑΕΡΟΠΟΡΙΚΗ ΒΑΣΙΣ: [1122, 1228, 1351, 1252]
ad-address: Ὁδὸς Πειραιῶς 44: [213, 1564, 307, 1576]
ad-meksi: [150, 1590, 370, 1666]
right-grid: [1122, 345, 1590, 548]
